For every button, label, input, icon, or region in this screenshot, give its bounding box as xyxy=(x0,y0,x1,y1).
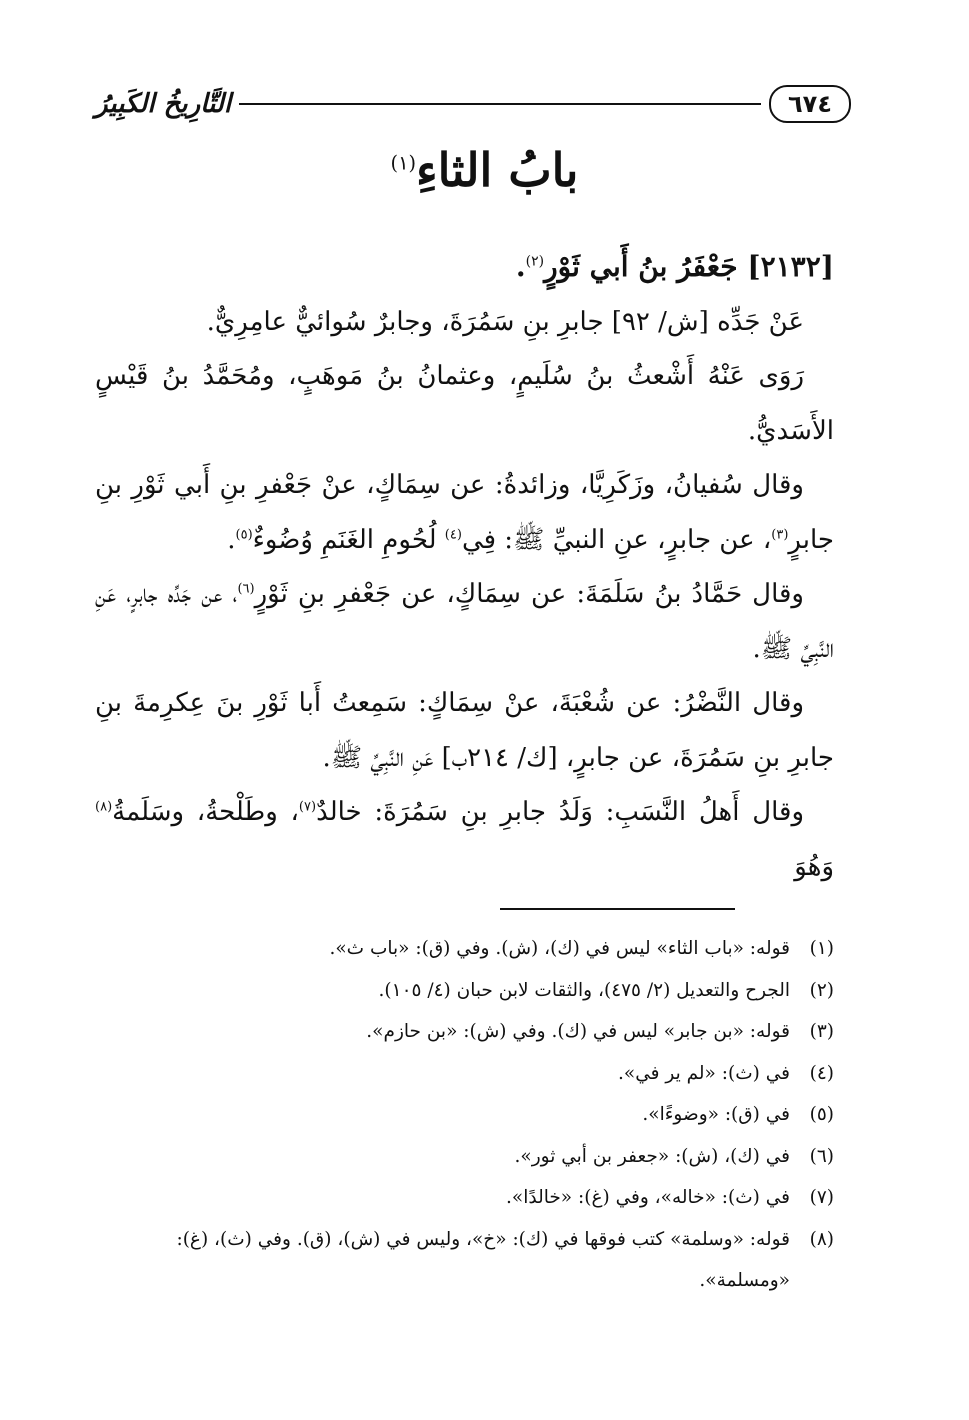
footnote-text: في (ق): «وضوءًا». xyxy=(642,1104,790,1125)
footnote xyxy=(95,970,834,1012)
text-run: لُحُومِ الغَنَمِ وُضُوءٌ xyxy=(252,524,445,555)
text-run: وقال أَهلُ النَّسَبِ: وَلَدُ جابرِ بنِ سَمُرَةَ: خالدٌ xyxy=(316,797,805,827)
footnote-number: (٢) xyxy=(809,979,834,1001)
footnote-number: (٦) xyxy=(809,1145,834,1167)
footnote-marker: (٥) xyxy=(235,526,253,542)
text-run: ، وطَلْحةُ، وسَلَمةُ xyxy=(112,797,299,827)
footnote-marker: (١) xyxy=(390,151,416,175)
footnote-text: في (ث): «لم ير في». xyxy=(618,1062,790,1084)
footnote-number: (٤) xyxy=(809,1062,834,1084)
text-run: وقال سُفيانُ، وزَكَرِيَّا، وزائدةُ: عن سِمَاكٍ، عنْ جَعْفرِ بنِ أَبي ثَوْرِ بنِ جابرٍ xyxy=(95,470,834,555)
footnote-number: (٥) xyxy=(809,1104,834,1125)
footnote-number: (٨) xyxy=(809,1228,834,1250)
footnote xyxy=(95,1053,834,1095)
text-run: ، عن جابرٍ، عنِ النبيِّ ﷺ: فِي xyxy=(461,524,772,555)
footnote xyxy=(95,1094,834,1136)
book-title: التَّارِيخُ الكَبِيرُ xyxy=(95,89,232,119)
paragraph: وقال النَّضْرُ: عن شُعْبَةَ، عنْ سِمَاكٍ: سَمِعتُ أَبا ثَوْرِ بنَ عِكرِمةَ بنِ جابرِ بنِ سَمُرَةَ، عن جابرٍ، [ك/ ٢١٤ب] عَنِ النَّبِيِّ ﷺ. xyxy=(95,688,834,773)
chapter-title: بابُ الثاءِ xyxy=(416,143,579,197)
footnote-marker: (٤) xyxy=(444,526,462,542)
text-run: ، عن جَدِّه جابرٍ، عَنِ النَّبِيِّ ﷺ. xyxy=(95,579,834,664)
footnote-number: (٣) xyxy=(809,1021,834,1042)
footnote-separator xyxy=(500,908,735,910)
footnote-text: الجرح والتعديل (٢/ ٤٧٥)، والثقات لابن حبان (٤/ ١٠٥). xyxy=(378,979,790,1001)
entry-title-text: [٢١٣٢] جَعْفَرُ بنُ أَبي ثَوْرٍ xyxy=(544,250,834,283)
footnote-marker: (٦) xyxy=(237,581,255,597)
footnote-text: قوله: «بن جابر» ليس في (ك). وفي (ش): «بن حازم». xyxy=(366,1021,790,1042)
paragraph xyxy=(95,567,834,676)
paragraph xyxy=(95,785,834,894)
footnotes xyxy=(95,928,834,1302)
paragraph xyxy=(95,458,834,567)
text-run: وَهُوَ xyxy=(794,851,834,882)
footnote-marker: (٢) xyxy=(525,253,545,270)
footnote-text: في (ث): «خاله»، وفي (غ): «خالدًا». xyxy=(506,1187,790,1208)
footnote-marker: (٣) xyxy=(771,526,789,542)
footnote xyxy=(95,1011,834,1053)
footnote-text: قوله: «باب الثاء» ليس في (ك)، (ش). وفي (ق): «باب ث». xyxy=(329,938,790,959)
footnote xyxy=(95,1219,834,1302)
text-run: وقال حَمَّادُ بنُ سَلَمَةَ: عن سِمَاكٍ، عن جَعْفرِ بنِ ثَوْرٍ xyxy=(254,579,804,609)
entry-title xyxy=(95,240,834,295)
text-run: . xyxy=(227,524,236,555)
footnote-text: قوله: «وسلمة» كتب فوقها في (ك): «خ»، وليس في (ش)، (ق). وفي (ث)، (غ): «ومسلمة». xyxy=(176,1228,790,1291)
footnote-number: (٧) xyxy=(809,1187,834,1208)
footnote-number: (١) xyxy=(809,938,834,959)
header-rule xyxy=(239,103,761,105)
footnote-marker: (٧) xyxy=(298,799,317,815)
entry-title-end: . xyxy=(515,250,526,283)
running-header xyxy=(95,84,851,124)
paragraph: رَوَى عَنْهُ أَشْعثُ بنُ سُلَيمٍ، وعثمانُ بنُ مَوهَبٍ، ومُحَمَّدُ بنُ قَيْسٍ الأَسَديُّ. xyxy=(95,361,834,446)
footnote-marker: (٨) xyxy=(95,799,113,815)
body-text xyxy=(95,240,834,894)
chapter-heading xyxy=(0,145,969,196)
footnote-text: في (ك)، (ش): «جعفر بن أبي ثور». xyxy=(514,1145,790,1167)
footnote xyxy=(95,928,834,970)
footnote xyxy=(95,1177,834,1219)
page-number: ٦٧٤ xyxy=(769,85,851,123)
footnote xyxy=(95,1136,834,1178)
paragraph: عَنْ جَدِّه [ش/ ٩٢] جابرِ بنِ سَمُرَةَ، وجابرٌ سُوائيٌّ عامِرِيٌّ. xyxy=(206,306,804,337)
